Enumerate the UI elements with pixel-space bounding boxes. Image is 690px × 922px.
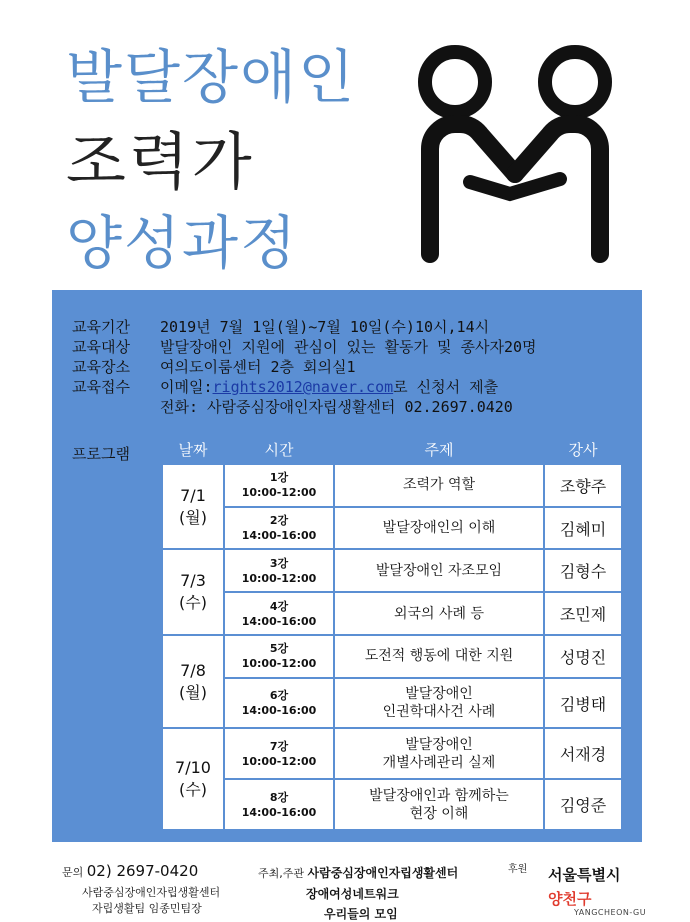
session-no: 8강	[269, 790, 289, 804]
lecturer-cell: 조민제	[544, 592, 622, 635]
session-time: 14:00-16:00	[241, 704, 317, 718]
inquiry-phone: 02) 2697-0420	[86, 862, 199, 880]
table-row	[162, 464, 622, 507]
topic-line-1: 발달장애인의 이해	[382, 520, 496, 537]
date-dow: (수)	[179, 593, 207, 613]
topic-line-2: 인권학대사건 사례	[382, 704, 496, 721]
title-line-3: 양성과정	[66, 209, 299, 277]
session-no: 3강	[269, 556, 289, 570]
topic-cell	[334, 635, 544, 678]
footer	[0, 858, 690, 920]
time-cell	[224, 678, 334, 729]
period-label: 교육기간	[72, 318, 130, 336]
time-cell	[224, 507, 334, 550]
date-cell	[162, 728, 224, 830]
session-no: 6강	[269, 689, 289, 703]
session-no: 1강	[269, 471, 289, 485]
period-value: 2019년 7월 1일(월)~7월 10일(수)10시,14시	[160, 318, 490, 336]
date-value: 7/10	[175, 758, 211, 778]
host-org-3: 우리들의 모임	[324, 907, 398, 921]
seoul-logo: 서울특별시	[548, 866, 621, 884]
session-time: 14:00-16:00	[241, 614, 317, 628]
session-time: 10:00-12:00	[241, 754, 317, 768]
inquiry-block	[62, 862, 221, 915]
apply-prefix: 이메일:	[160, 378, 213, 396]
session-no: 5강	[269, 642, 289, 656]
lecturer-cell: 김형수	[544, 549, 622, 592]
time-cell	[224, 592, 334, 635]
course-info	[72, 316, 537, 416]
topic-line-1: 발달장애인	[405, 686, 473, 703]
title-line-1: 발달장애인	[66, 43, 357, 111]
topic-line-2: 개별사례관리 실제	[382, 754, 496, 771]
lecturer-cell: 김영준	[544, 779, 622, 830]
title-line-2: 조력가	[66, 125, 255, 198]
table-row	[162, 779, 622, 830]
date-cell	[162, 549, 224, 634]
date-value: 7/3	[180, 571, 206, 591]
table-row	[162, 592, 622, 635]
time-cell	[224, 728, 334, 779]
center-name: 사람중심장애인자립생활센터	[82, 886, 221, 899]
topic-line-2: 현장 이해	[409, 805, 469, 822]
target-value: 발달장애인 지원에 관심이 있는 활동가 및 종사자20명	[160, 338, 537, 356]
topic-cell	[334, 678, 544, 729]
session-no: 4강	[269, 599, 289, 613]
inquiry-label: 문의	[62, 866, 84, 879]
date-cell	[162, 464, 224, 549]
host-org-2: 장애여성네트워크	[306, 887, 399, 901]
topic-cell	[334, 464, 544, 507]
schedule-table	[161, 433, 623, 831]
topic-cell	[334, 507, 544, 550]
date-value: 7/1	[180, 485, 206, 505]
table-row	[162, 678, 622, 729]
time-cell	[224, 464, 334, 507]
topic-line-1: 발달장애인 자조모임	[375, 562, 503, 579]
phone-line: 전화: 사람중심장애인자립생활센터 02.2697.0420	[160, 398, 513, 416]
table-row	[162, 635, 622, 678]
place-value: 여의도이룸센터 2층 회의실1	[160, 358, 356, 376]
lecturer-cell: 성명진	[544, 635, 622, 678]
table-row	[162, 728, 622, 779]
session-time: 10:00-12:00	[241, 657, 317, 671]
header-topic: 주제	[334, 434, 544, 464]
header-time: 시간	[224, 434, 334, 464]
email-link[interactable]: rights2012@naver.com	[212, 378, 394, 396]
handshake-figures-icon	[410, 44, 620, 264]
topic-cell	[334, 592, 544, 635]
yangcheon-logo: 양천구	[548, 890, 592, 908]
topic-line-1: 발달장애인	[405, 736, 473, 753]
date-dow: (월)	[179, 682, 207, 702]
session-no: 7강	[269, 739, 289, 753]
sponsor-label: 후원	[508, 864, 528, 875]
topic-line-1: 외국의 사례 등	[393, 605, 485, 622]
session-time: 14:00-16:00	[241, 529, 317, 543]
header-lecturer: 강사	[544, 434, 622, 464]
topic-line-1: 조력가 역할	[402, 477, 476, 494]
date-cell	[162, 635, 224, 728]
table-row	[162, 507, 622, 550]
time-cell	[224, 549, 334, 592]
lecturer-cell: 김혜미	[544, 507, 622, 550]
date-dow: (수)	[179, 780, 207, 800]
date-dow: (월)	[179, 507, 207, 527]
host-block	[258, 864, 458, 922]
apply-suffix: 로 신청서 제출	[393, 378, 499, 396]
topic-cell	[334, 728, 544, 779]
host-label: 주최,주관	[258, 867, 305, 880]
host-org-1: 사람중심장애인자립생활센터	[307, 866, 459, 880]
time-cell	[224, 779, 334, 830]
table-header-row	[162, 434, 622, 464]
session-no: 2강	[269, 514, 289, 528]
topic-line-1: 도전적 행동에 대한 지원	[364, 648, 514, 665]
topic-cell	[334, 549, 544, 592]
place-label: 교육장소	[72, 358, 130, 376]
table-row	[162, 549, 622, 592]
topic-cell	[334, 779, 544, 830]
lecturer-cell: 김병태	[544, 678, 622, 729]
lecturer-cell: 조향주	[544, 464, 622, 507]
program-label: 프로그램	[72, 445, 130, 463]
date-value: 7/8	[180, 660, 206, 680]
session-time: 10:00-12:00	[241, 486, 317, 500]
session-time: 10:00-12:00	[241, 571, 317, 585]
target-label: 교육대상	[72, 338, 130, 356]
header-date: 날짜	[162, 434, 224, 464]
yangcheon-en: YANGCHEON-GU	[574, 908, 647, 917]
lecturer-cell: 서재경	[544, 728, 622, 779]
team-name: 자립생활팀 임종민팀장	[92, 902, 202, 915]
topic-line-1: 발달장애인과 함께하는	[369, 787, 509, 804]
apply-label: 교육접수	[72, 378, 130, 396]
time-cell	[224, 635, 334, 678]
session-time: 14:00-16:00	[241, 805, 317, 819]
